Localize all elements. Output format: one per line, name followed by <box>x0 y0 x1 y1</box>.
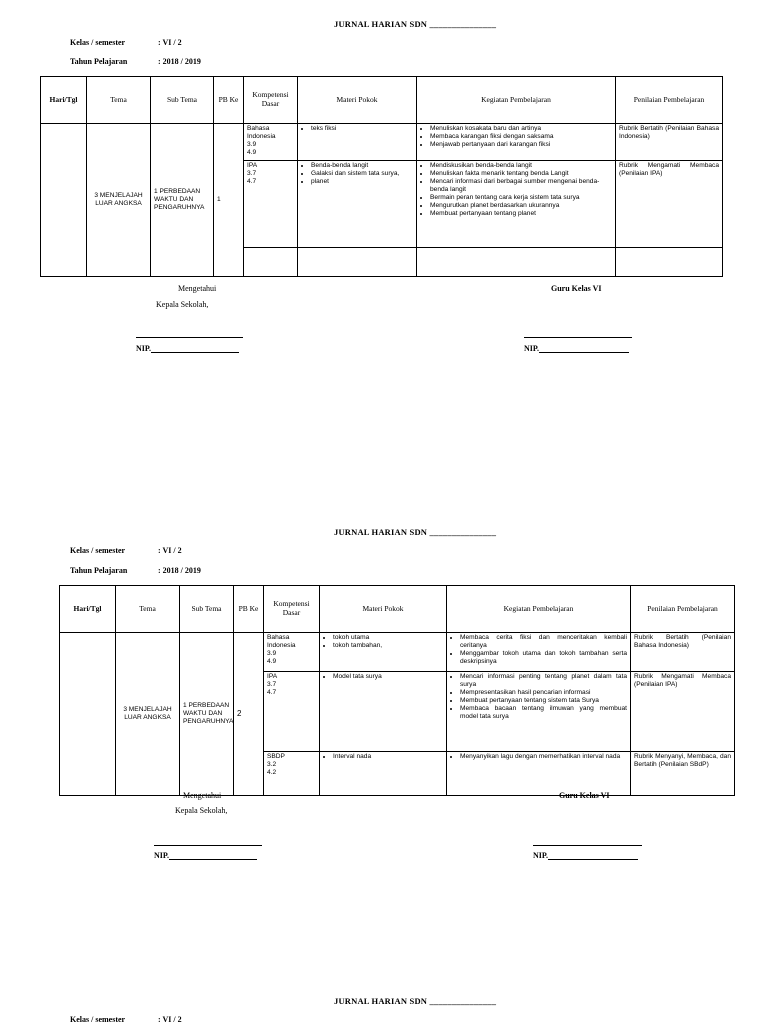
list-item: • Menggambar tokoh utama dan tokoh tambahan serta deskripsinya <box>460 650 627 666</box>
kd-code: 4.9 <box>247 148 257 156</box>
tahun-label: Tahun Pelajaran <box>70 566 128 575</box>
kegiatan-cell <box>417 161 616 247</box>
signature-line <box>136 337 243 338</box>
penilaian-cell: Rubrik Bertatih (Penilaian Bahasa Indonesia) <box>616 124 723 161</box>
signature-line <box>524 337 632 338</box>
tahun-pelajaran <box>70 57 201 66</box>
kegiatan-cell <box>417 124 616 161</box>
nip-blank <box>151 343 239 353</box>
journal-title: JURNAL HARIAN SDN _______________ <box>334 527 497 537</box>
nip-right <box>524 343 629 353</box>
penilaian-cell: Rubrik Bertatih (Penilaian Bahasa Indonesia) <box>631 633 735 672</box>
list-item: • teks fiksi <box>311 125 413 133</box>
header-hari: Hari/Tgl <box>60 586 116 633</box>
kd-code: 4.7 <box>247 178 257 186</box>
materi-cell <box>320 633 447 672</box>
nip-label: NIP. <box>533 851 549 860</box>
tema-cell: 3 MENJELAJAH LUAR ANGKSA <box>87 124 151 277</box>
header-pb: PB Ke <box>234 586 264 633</box>
nip-left <box>154 850 257 860</box>
kd-subject: IPA <box>247 162 258 170</box>
list-item: • Membaca karangan fiksi dengan saksama <box>430 133 612 141</box>
kd-code: 4.2 <box>267 769 277 777</box>
kegiatan-cell <box>447 672 631 752</box>
hari-cell <box>41 124 87 277</box>
kd-subject: IPA <box>267 673 278 681</box>
signature-line <box>154 845 262 846</box>
nip-label: NIP. <box>524 344 540 353</box>
list-item: • tokoh tambahan, <box>333 642 443 650</box>
header-subtema: Sub Tema <box>151 77 214 124</box>
header-kegiatan: Kegiatan Pembelajaran <box>417 77 616 124</box>
empty-cell <box>244 247 298 276</box>
kd-code: 4.9 <box>267 657 277 665</box>
list-item: • Membaca bacaan tentang ilmuwan yang membuat model tata surya <box>460 705 627 721</box>
nip-label: NIP. <box>154 851 170 860</box>
nip-blank <box>539 343 629 353</box>
list-item: • Mengurutkan planet berdasarkan ukurannya <box>430 202 612 210</box>
header-pb: PB Ke <box>214 77 244 124</box>
list-item: • Membuat pertanyaan tentang sistem tata Surya <box>460 697 627 705</box>
materi-cell <box>320 672 447 752</box>
tahun-value: : 2018 / 2019 <box>158 566 201 575</box>
list-item: • Interval nada <box>333 753 443 761</box>
header-kegiatan: Kegiatan Pembelajaran <box>447 586 631 633</box>
kd-subject: Bahasa Indonesia <box>247 125 276 140</box>
list-item: • Model tata surya <box>333 673 443 681</box>
journal-title: JURNAL HARIAN SDN _______________ <box>334 996 497 1006</box>
journal-table <box>40 76 723 277</box>
list-item: • Bermain peran tentang cara kerja sistem tata surya <box>430 194 612 202</box>
guru-kelas-label: Guru Kelas VI <box>559 791 610 800</box>
tahun-value: : 2018 / 2019 <box>158 57 201 66</box>
kelas-label: Kelas / semester <box>70 546 126 555</box>
header-materi: Materi Pokok <box>298 77 417 124</box>
kelas-semester <box>70 38 182 47</box>
list-item: • Menjawab pertanyaan dari karangan fiksi <box>430 141 612 149</box>
header-penilaian: Penilaian Pembelajaran <box>616 77 723 124</box>
header-hari: Hari/Tgl <box>41 77 87 124</box>
kd-code: 3.2 <box>267 761 277 769</box>
list-item: • Menyanyikan lagu dengan memerhatikan interval nada <box>460 753 627 761</box>
header-kd: Kompetensi Dasar <box>264 586 320 633</box>
kd-code: 3.7 <box>247 170 257 178</box>
list-item: • Mencari informasi dari berbagai sumber mengenai benda-benda langit <box>430 178 612 194</box>
kd-code: 3.7 <box>267 681 277 689</box>
table-row <box>41 124 723 161</box>
kelas-value: : VI / 2 <box>158 1015 182 1024</box>
kegiatan-cell <box>447 633 631 672</box>
kd-code: 4.7 <box>267 689 277 697</box>
list-item: • tokoh utama <box>333 634 443 642</box>
kepala-sekolah-label: Kepala Sekolah, <box>156 300 209 309</box>
journal-title: JURNAL HARIAN SDN _______________ <box>334 19 497 29</box>
tahun-pelajaran <box>70 566 201 575</box>
list-item: • Mempresentasikan hasil pencarian informasi <box>460 689 627 697</box>
list-item: • Membaca cerita fiksi dan menceritakan kembali ceritanya <box>460 634 627 650</box>
table-header-row <box>41 77 723 124</box>
list-item: • Mendiskusikan benda-benda langit <box>430 162 612 170</box>
header-tema: Tema <box>116 586 180 633</box>
kd-cell <box>264 633 320 672</box>
tahun-label: Tahun Pelajaran <box>70 57 128 66</box>
list-item: • Benda-benda langit <box>311 162 413 170</box>
journal-table <box>59 585 735 796</box>
header-penilaian: Penilaian Pembelajaran <box>631 586 735 633</box>
list-item: • Membuat pertanyaan tentang planet <box>430 210 612 218</box>
header-subtema: Sub Tema <box>180 586 234 633</box>
header-tema: Tema <box>87 77 151 124</box>
nip-blank <box>548 850 638 860</box>
mengetahui-label: Mengetahui <box>183 791 222 800</box>
nip-left <box>136 343 239 353</box>
kd-cell <box>264 672 320 752</box>
kegiatan-cell <box>447 752 631 796</box>
list-item: • Galaksi dan sistem tata surya, <box>311 170 413 178</box>
penilaian-cell: Rubrik Mengamati Membaca (Penilaian IPA) <box>616 161 723 247</box>
kd-cell <box>264 752 320 796</box>
materi-cell <box>298 161 417 247</box>
pb-cell: 2 <box>234 633 264 796</box>
kd-subject: Bahasa Indonesia <box>267 634 296 649</box>
header-kd: Kompetensi Dasar <box>244 77 298 124</box>
kepala-sekolah-label: Kepala Sekolah, <box>175 806 228 815</box>
signature-line <box>533 845 642 846</box>
list-item: • Mencari informasi penting tentang planet dalam tata surya <box>460 673 627 689</box>
empty-cell <box>616 247 723 276</box>
nip-blank <box>169 850 257 860</box>
kelas-label: Kelas / semester <box>70 38 126 47</box>
guru-kelas-label: Guru Kelas VI <box>551 284 602 293</box>
empty-cell <box>298 247 417 276</box>
list-item: • Menuliskan kosakata baru dan artinya <box>430 125 612 133</box>
mengetahui-label: Mengetahui <box>178 284 217 293</box>
nip-label: NIP. <box>136 344 152 353</box>
kd-subject: SBDP <box>267 753 285 761</box>
kelas-semester <box>70 1015 182 1024</box>
kd-cell <box>244 124 298 161</box>
table-header-row <box>60 586 735 633</box>
header-materi: Materi Pokok <box>320 586 447 633</box>
hari-cell <box>60 633 116 796</box>
materi-cell <box>298 124 417 161</box>
kelas-value: : VI / 2 <box>158 546 182 555</box>
kd-code: 3.9 <box>247 140 257 148</box>
kd-cell <box>244 161 298 247</box>
subtema-cell: 1 PERBEDAAN WAKTU DAN PENGARUHNYA <box>180 633 234 796</box>
list-item: • Menuliskan fakta menarik tentang benda Langit <box>430 170 612 178</box>
table-row <box>60 633 735 672</box>
pb-cell: 1 <box>214 124 244 277</box>
penilaian-cell: Rubrik Menyanyi, Membaca, dan Bertatih (Penilaian SBdP) <box>631 752 735 796</box>
kd-code: 3.9 <box>267 649 277 657</box>
empty-cell <box>417 247 616 276</box>
kelas-value: : VI / 2 <box>158 38 182 47</box>
nip-right <box>533 850 638 860</box>
materi-cell <box>320 752 447 796</box>
penilaian-cell: Rubrik Mengamati Membaca (Penilaian IPA) <box>631 672 735 752</box>
kelas-semester <box>70 546 182 555</box>
kelas-label: Kelas / semester <box>70 1015 126 1024</box>
subtema-cell: 1 PERBEDAAN WAKTU DAN PENGARUHNYA <box>151 124 214 277</box>
tema-cell: 3 MENJELAJAH LUAR ANGKSA <box>116 633 180 796</box>
list-item: • planet <box>311 178 413 186</box>
